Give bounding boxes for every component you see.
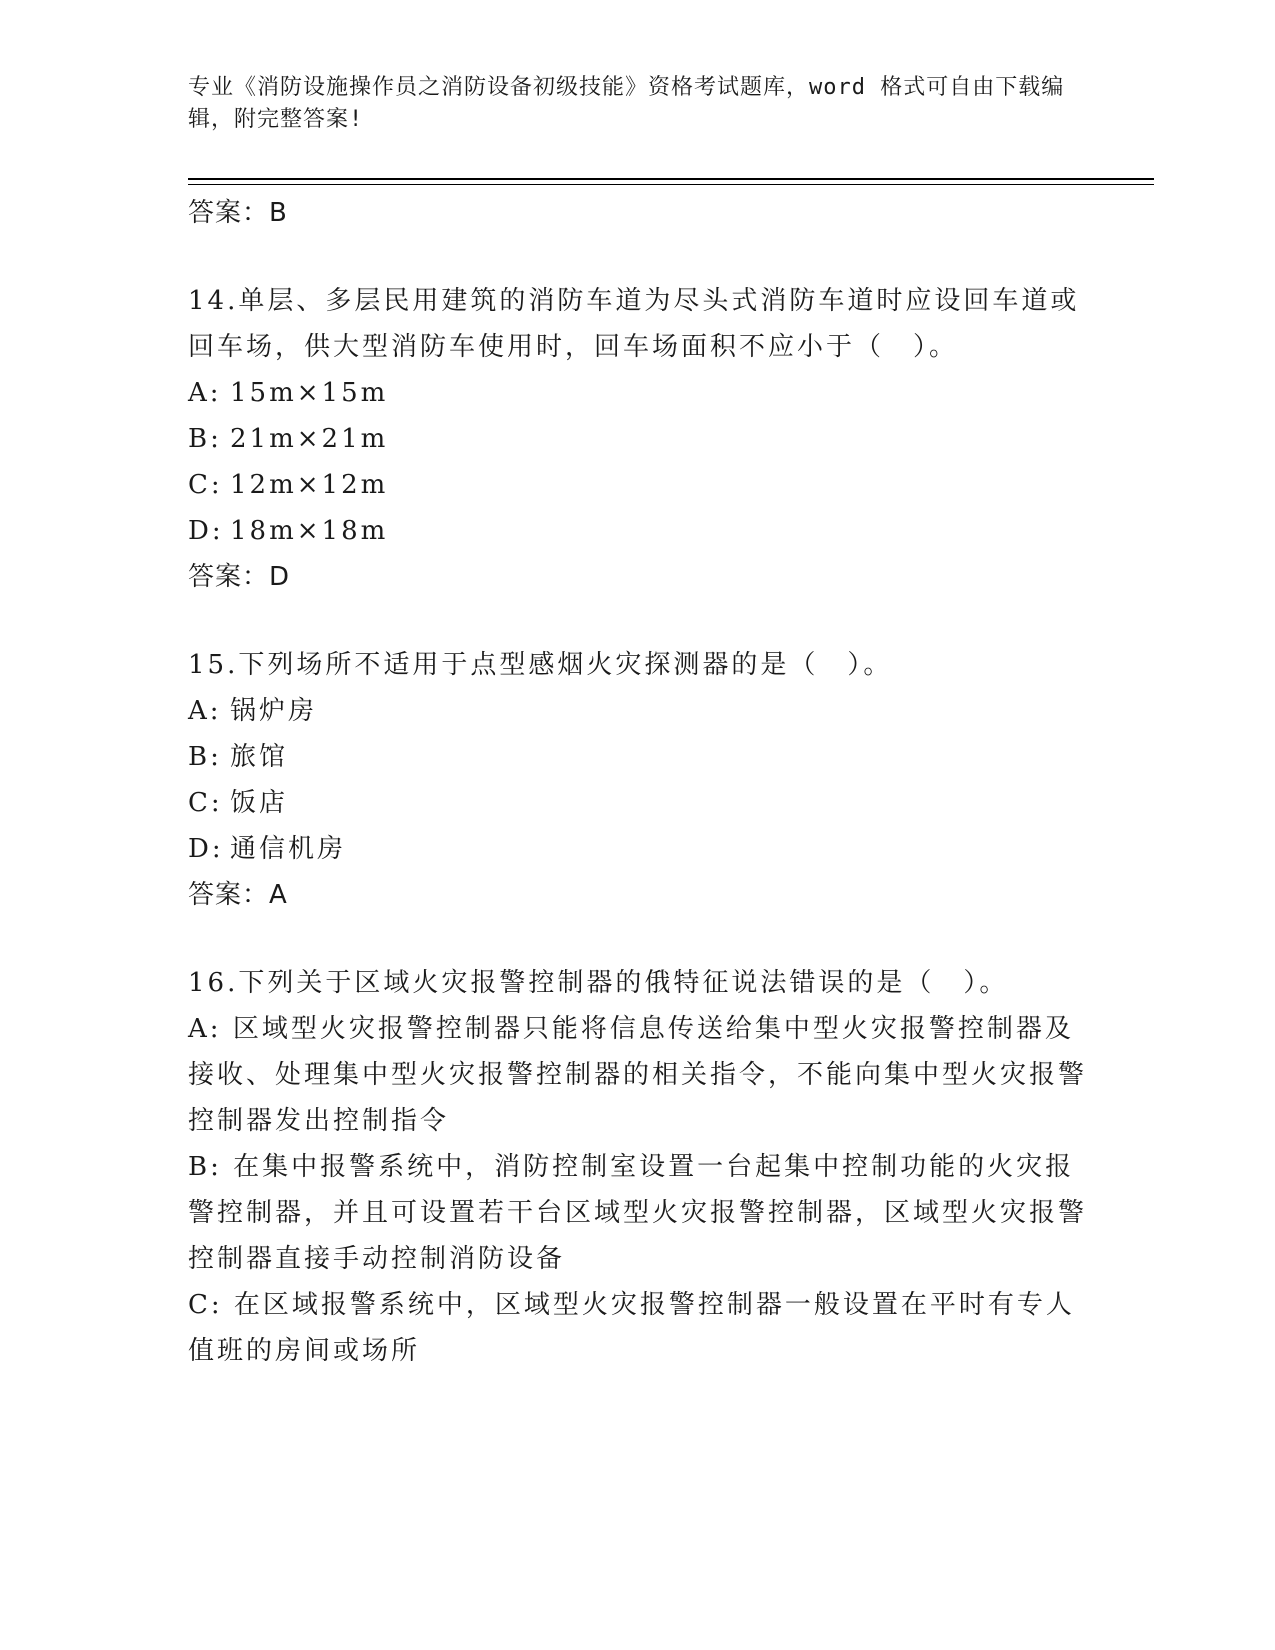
- option-letter: B:: [188, 424, 222, 454]
- option-c: [188, 1282, 1088, 1374]
- question-stem: 15.下列场所不适用于点型感烟火灾探测器的是（ ）。: [188, 650, 893, 680]
- option-a: [188, 688, 1088, 734]
- question-14: [188, 278, 1088, 600]
- option-text: 饭店: [230, 788, 289, 818]
- option-letter: B:: [188, 1152, 222, 1182]
- page-header: [188, 72, 1088, 136]
- question-15: [188, 642, 1088, 918]
- option-letter: D:: [188, 834, 224, 864]
- option-b: [188, 416, 1088, 462]
- option-text: 21m×21m: [230, 424, 389, 454]
- option-letter: A:: [188, 696, 222, 726]
- option-letter: D:: [188, 516, 224, 546]
- option-letter: C:: [188, 470, 223, 500]
- option-text: 12m×12m: [230, 470, 389, 500]
- header-text: 专业《消防设施操作员之消防设备初级技能》资格考试题库，word 格式可自由下载编辑，附完整答案!: [188, 75, 1065, 132]
- option-text: 旅馆: [230, 742, 289, 772]
- option-text: 在集中报警系统中，消防控制室设置一台起集中控制功能的火灾报警控制器，并且可设置若干台区域型火灾报警控制器，区域型火灾报警控制器直接手动控制消防设备: [188, 1152, 1088, 1274]
- option-a: [188, 1006, 1088, 1144]
- header-divider-thick: [188, 178, 1154, 180]
- option-b: [188, 1144, 1088, 1282]
- option-text: 在区域报警系统中，区域型火灾报警控制器一般设置在平时有专人值班的房间或场所: [188, 1290, 1075, 1366]
- question-answer: 答案：A: [188, 880, 288, 910]
- document-body: [188, 190, 1088, 1374]
- previous-answer: 答案：B: [188, 198, 288, 228]
- option-text: 18m×18m: [230, 516, 389, 546]
- option-text: 通信机房: [230, 834, 347, 864]
- option-letter: A:: [188, 378, 222, 408]
- option-letter: A:: [188, 1014, 222, 1044]
- question-16: [188, 960, 1088, 1374]
- option-letter: C:: [188, 788, 223, 818]
- option-a: [188, 370, 1088, 416]
- option-d: [188, 826, 1088, 872]
- option-text: 区域型火灾报警控制器只能将信息传送给集中型火灾报警控制器及接收、处理集中型火灾报警控制器的相关指令，不能向集中型火灾报警控制器发出控制指令: [188, 1014, 1088, 1136]
- option-d: [188, 508, 1088, 554]
- question-stem: 16.下列关于区域火灾报警控制器的俄特征说法错误的是（ ）。: [188, 968, 1009, 998]
- header-divider-thin: [188, 184, 1154, 185]
- option-letter: B:: [188, 742, 222, 772]
- option-b: [188, 734, 1088, 780]
- option-letter: C:: [188, 1290, 223, 1320]
- question-stem: 14.单层、多层民用建筑的消防车道为尽头式消防车道时应设回车道或回车场，供大型消防车使用时，回车场面积不应小于（ ）。: [188, 286, 1080, 362]
- option-text: 15m×15m: [230, 378, 389, 408]
- option-c: [188, 780, 1088, 826]
- option-c: [188, 462, 1088, 508]
- option-text: 锅炉房: [230, 696, 318, 726]
- question-answer: 答案：D: [188, 562, 291, 592]
